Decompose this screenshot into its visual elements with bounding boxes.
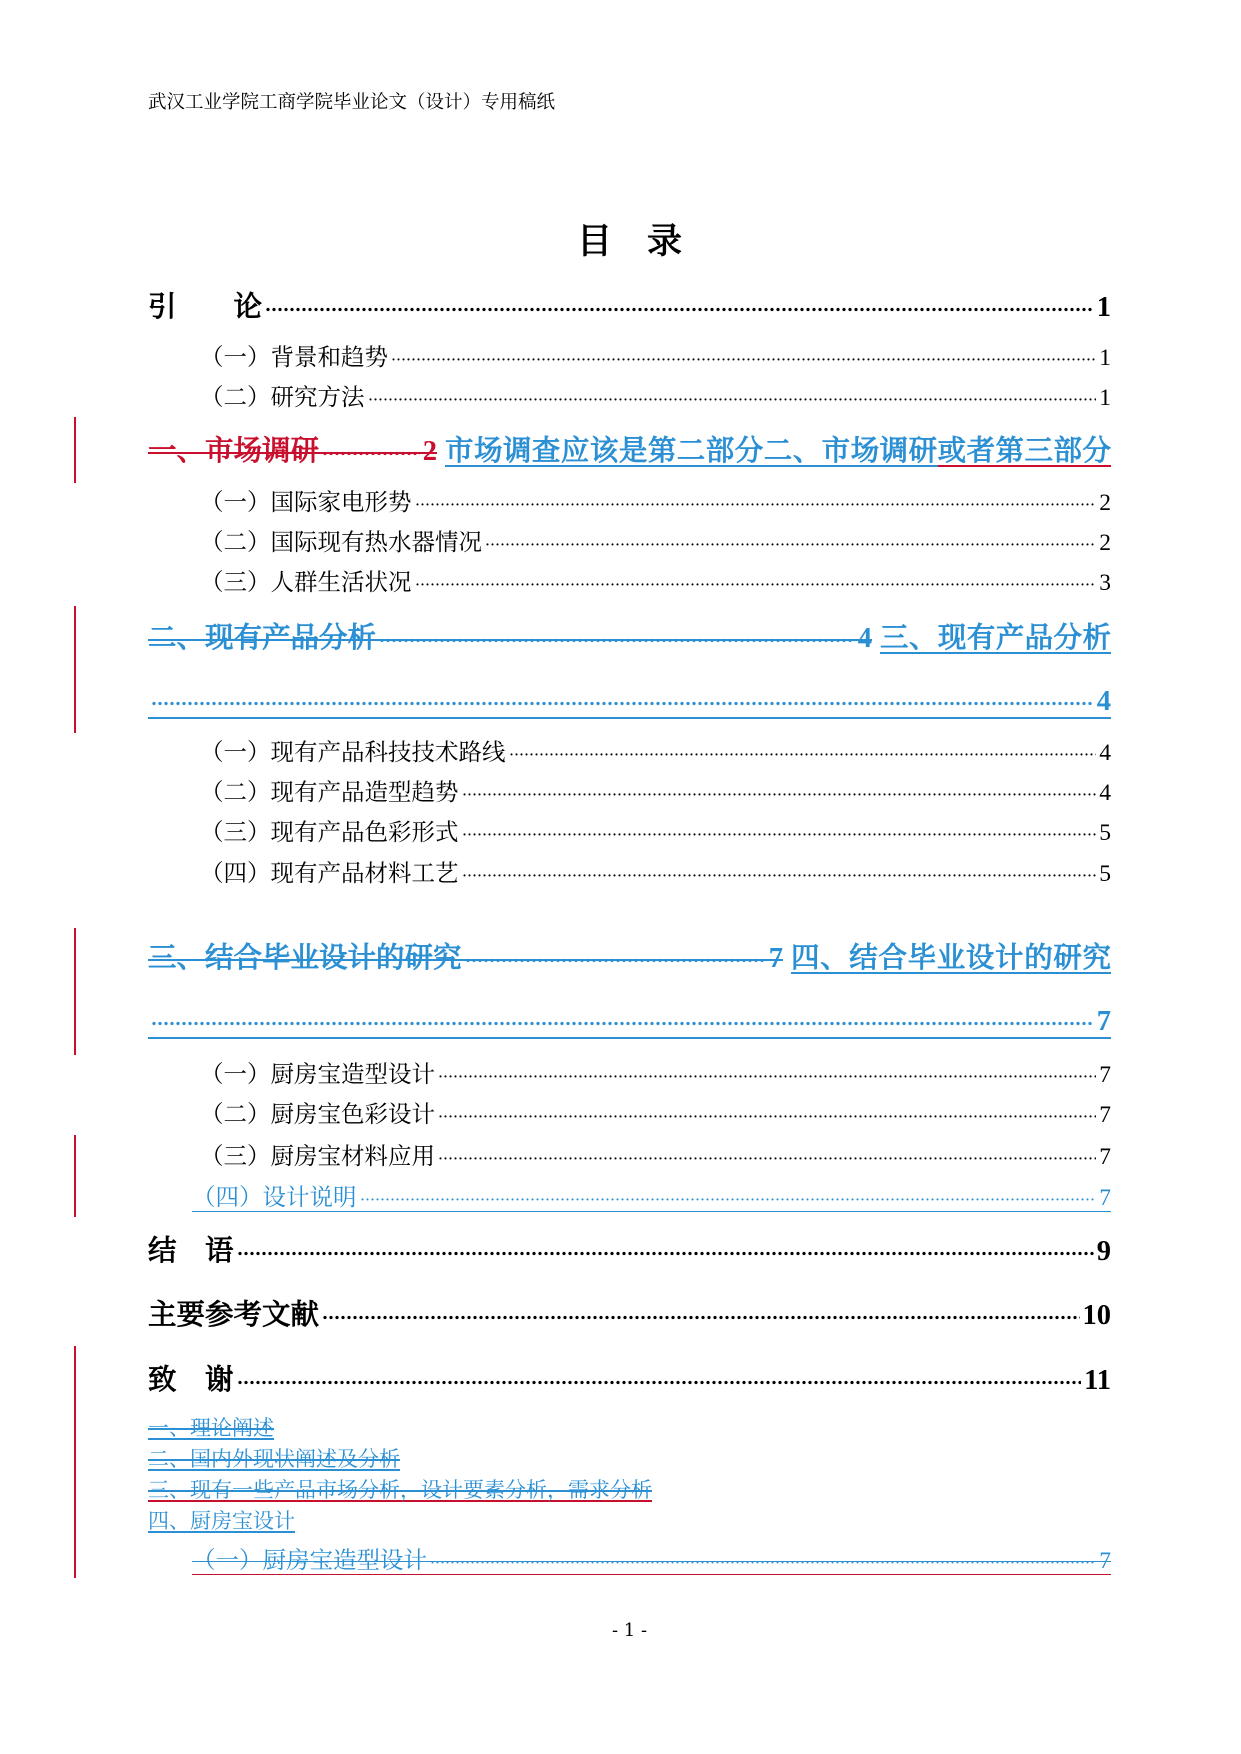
toc-page-number: 7 xyxy=(1096,1006,1111,1037)
change-bar xyxy=(74,928,76,1055)
page-number: - 1 - xyxy=(611,1620,648,1641)
dot-leader xyxy=(415,579,1097,590)
toc-page-number: 7 xyxy=(1099,1144,1111,1170)
dot-leader xyxy=(237,1376,1082,1389)
dot-leader xyxy=(462,870,1097,881)
dot-leader xyxy=(322,447,420,460)
toc-page-number: 10 xyxy=(1082,1300,1111,1331)
dot-leader xyxy=(360,1194,1097,1205)
change-bar xyxy=(74,606,76,733)
tracked-change-line xyxy=(148,1477,652,1503)
dot-leader xyxy=(430,1557,1096,1568)
toc-subentry-inserted[interactable] xyxy=(192,1184,1111,1212)
tracked-change-text: 一、理论阐述 xyxy=(148,1416,274,1440)
tracked-insertion-leader[interactable] xyxy=(148,1007,1111,1039)
dot-leader xyxy=(237,1247,1094,1260)
toc-entry-acknowledgements[interactable] xyxy=(148,1363,1111,1398)
toc-entry-label: 结 语 xyxy=(148,1234,234,1267)
toc-subentry-label: （一）国际家电形势 xyxy=(200,488,412,516)
tracked-change-toc-subentry[interactable] xyxy=(192,1547,1111,1575)
toc-subentry-label: （三）厨房宝材料应用 xyxy=(200,1142,435,1170)
dot-leader xyxy=(151,697,1094,710)
toc-subentry-label: （一）背景和趋势 xyxy=(200,343,388,371)
toc-page-number: 1 xyxy=(1099,385,1111,411)
dot-leader xyxy=(415,499,1097,510)
toc-subentry-label: （二）现有产品造型趋势 xyxy=(200,778,459,806)
toc-page-number: 4 xyxy=(857,623,872,654)
toc-subentry-label: （二）研究方法 xyxy=(200,383,365,411)
tracked-change-text: 四、厨房宝设计 xyxy=(148,1509,295,1533)
toc-subentry[interactable] xyxy=(200,1060,1111,1090)
tracked-change-line xyxy=(148,1508,295,1534)
toc-page-number: 9 xyxy=(1096,1236,1111,1267)
toc-page-number: 2 xyxy=(1099,530,1111,556)
change-bar xyxy=(74,1346,76,1578)
toc-page-number: 7 xyxy=(1099,1062,1111,1088)
dot-leader xyxy=(391,354,1096,365)
dot-leader xyxy=(368,394,1097,405)
toc-subentry-label: （三）现有产品色彩形式 xyxy=(200,818,459,846)
toc-subentry-label: （四）设计说明 xyxy=(192,1183,357,1211)
dot-leader xyxy=(438,1071,1096,1082)
tracked-insertion xyxy=(445,434,1111,468)
toc-subentry[interactable] xyxy=(200,818,1111,848)
toc-subentry-label: （二）国际现有热水器情况 xyxy=(200,528,482,556)
toc-entry-label: 主要参考文献 xyxy=(148,1298,320,1331)
dot-leader xyxy=(462,789,1097,800)
toc-subentry[interactable] xyxy=(200,528,1111,558)
toc-subentry[interactable] xyxy=(200,343,1111,373)
toc-subentry[interactable] xyxy=(200,859,1111,889)
toc-page-number: 4 xyxy=(1096,686,1111,717)
toc-page-number: 7 xyxy=(1099,1548,1111,1574)
toc-subentry[interactable] xyxy=(200,778,1111,808)
dot-leader xyxy=(438,1111,1096,1122)
toc-page-number: 5 xyxy=(1099,820,1111,846)
tracked-change-line xyxy=(148,1415,274,1441)
change-bar xyxy=(74,1135,76,1217)
toc-entry-label: 致 谢 xyxy=(148,1363,234,1396)
toc-entry-intro[interactable] xyxy=(148,290,1111,325)
page-header: 武汉工业学院工商学院毕业论文（设计）专用稿纸 xyxy=(148,92,556,113)
change-bar xyxy=(74,417,76,483)
dot-leader xyxy=(438,1153,1096,1164)
toc-page-number: 7 xyxy=(768,943,783,974)
toc-subentry[interactable] xyxy=(200,738,1111,768)
toc-page-number: 1 xyxy=(1099,345,1111,371)
toc-page-number: 4 xyxy=(1099,740,1111,766)
toc-entry-label: 引 论 xyxy=(148,290,263,323)
toc-page-number: 3 xyxy=(1099,570,1111,596)
toc-entry-label: 三、结合毕业设计的研究 xyxy=(148,941,462,974)
toc-entry-label: 二、现有产品分析 xyxy=(148,621,377,654)
toc-entry-conclusion[interactable] xyxy=(148,1234,1111,1269)
tracked-insertion-leader[interactable] xyxy=(148,687,1111,719)
toc-subentry[interactable] xyxy=(200,383,1111,413)
toc-subentry-label: （三）人群生活状况 xyxy=(200,568,412,596)
dot-leader xyxy=(485,539,1096,550)
tracked-change-text: 二、国内外现状阐述及分析 xyxy=(148,1447,400,1471)
toc-page-number: 2 xyxy=(422,436,437,467)
inserted-comment-text: 市场调查应该是第二部分二、市场调研 xyxy=(445,434,938,467)
toc-subentry-label: （一）厨房宝造型设计 xyxy=(192,1546,427,1574)
dot-leader xyxy=(379,634,855,647)
toc-entry-design-research[interactable] xyxy=(148,941,1111,976)
toc-subentry[interactable] xyxy=(200,1100,1111,1130)
toc-page-number: 11 xyxy=(1084,1365,1111,1396)
toc-subentry[interactable] xyxy=(200,1142,1111,1172)
tracked-deletion xyxy=(148,621,872,656)
toc-subentry[interactable] xyxy=(200,568,1111,598)
toc-entry-label: 一、市场调研 xyxy=(148,434,320,467)
toc-page-number: 7 xyxy=(1099,1102,1111,1128)
dot-leader xyxy=(462,829,1097,840)
toc-page-number: 1 xyxy=(1096,292,1111,323)
toc-subentry-label: （一）厨房宝造型设计 xyxy=(200,1060,435,1088)
inserted-comment-tail: 或者第三部分 xyxy=(937,434,1111,467)
toc-page-number: 2 xyxy=(1099,490,1111,516)
tracked-insertion: 三、现有产品分析 xyxy=(880,621,1111,654)
dot-leader xyxy=(465,954,766,967)
toc-page-number: 7 xyxy=(1099,1185,1111,1211)
toc-title: 目 录 xyxy=(576,222,682,262)
tracked-deletion xyxy=(148,941,783,976)
dot-leader xyxy=(509,749,1097,760)
tracked-change-line xyxy=(148,1446,400,1472)
toc-entry-market-research[interactable] xyxy=(148,434,1111,469)
toc-subentry[interactable] xyxy=(200,488,1111,518)
toc-entry-references[interactable] xyxy=(148,1298,1111,1333)
toc-page-number: 4 xyxy=(1099,780,1111,806)
toc-subentry-label: （二）厨房宝色彩设计 xyxy=(200,1100,435,1128)
tracked-insertion: 四、结合毕业设计的研究 xyxy=(791,941,1111,974)
dot-leader xyxy=(151,1017,1094,1030)
toc-page-number: 5 xyxy=(1099,861,1111,887)
tracked-deletion xyxy=(148,434,437,469)
toc-entry-product-analysis[interactable] xyxy=(148,621,1111,656)
toc-subentry-label: （一）现有产品科技技术路线 xyxy=(200,738,506,766)
dot-leader xyxy=(322,1311,1079,1324)
tracked-change-text: 三、现有一些产品市场分析，设计要素分析，需求分析 xyxy=(148,1478,652,1502)
dot-leader xyxy=(265,303,1094,316)
toc-subentry-label: （四）现有产品材料工艺 xyxy=(200,859,459,887)
